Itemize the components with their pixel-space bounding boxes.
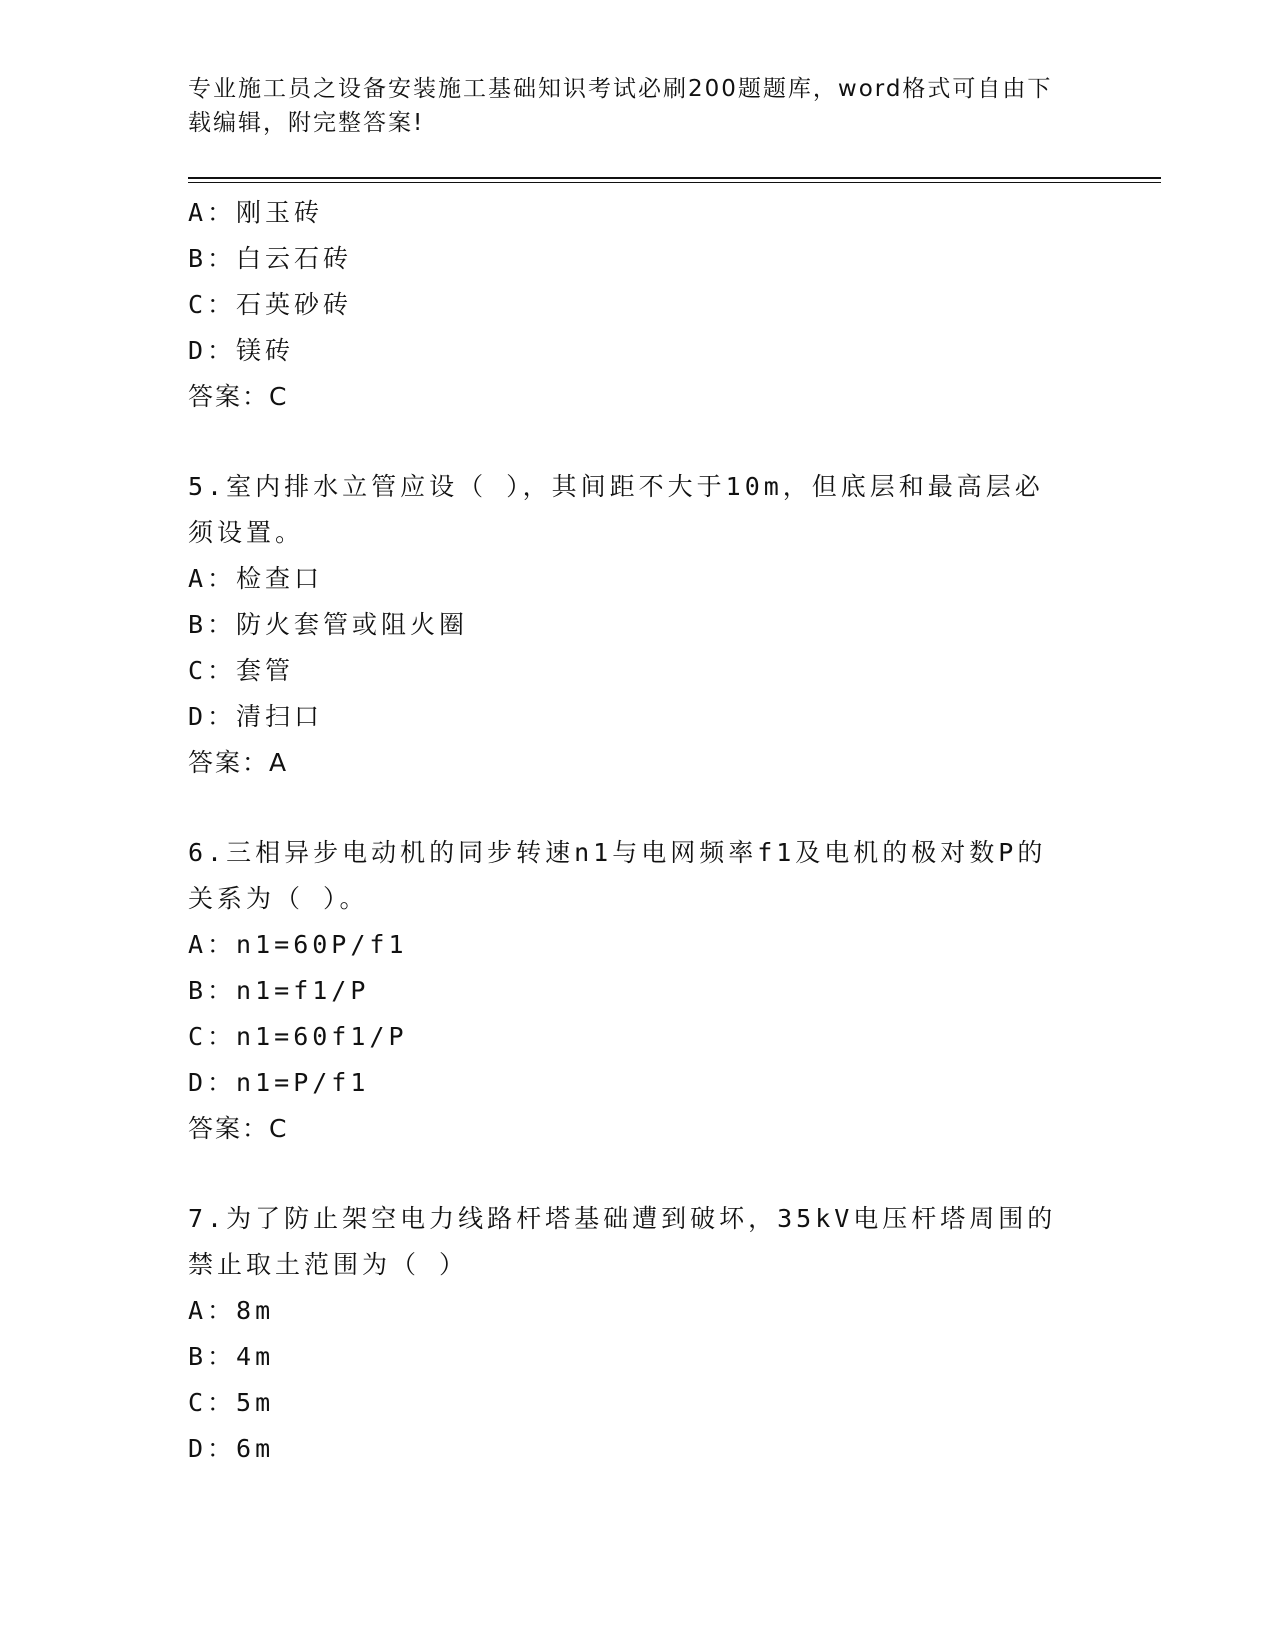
- option-d: D：6m: [188, 1434, 275, 1463]
- option-b: B：白云石砖: [188, 244, 353, 273]
- option-c: C：套管: [188, 656, 295, 685]
- answer-line: 答案：C: [188, 382, 289, 411]
- option-a: A：8m: [188, 1296, 275, 1325]
- question-text: 5.室内排水立管应设（ ），其间距不大于10m，但底层和最高层必须设置。: [188, 472, 1044, 547]
- option-b: B：防火套管或阻火圈: [188, 610, 469, 639]
- question-block: [188, 190, 1088, 420]
- question-block: [188, 1196, 1088, 1472]
- option-a: A：检查口: [188, 564, 324, 593]
- answer-line: 答案：A: [188, 748, 289, 777]
- option-c: C：5m: [188, 1388, 275, 1417]
- option-a: A：n1=60P/f1: [188, 930, 408, 959]
- option-d: D：镁砖: [188, 336, 295, 365]
- header-rule-thick: [188, 177, 1161, 179]
- option-b: B：4m: [188, 1342, 275, 1371]
- option-d: D：清扫口: [188, 702, 324, 731]
- question-text: 7.为了防止架空电力线路杆塔基础遭到破坏，35kV电压杆塔周围的禁止取土范围为（ ）: [188, 1204, 1057, 1279]
- option-c: C：n1=60f1/P: [188, 1022, 408, 1051]
- question-list: [188, 190, 1088, 1472]
- question-text: 6.三相异步电动机的同步转速n1与电网频率f1及电机的极对数P的关系为（ ）。: [188, 838, 1047, 913]
- header-rule-thin: [188, 182, 1161, 183]
- option-d: D：n1=P/f1: [188, 1068, 370, 1097]
- question-block: [188, 464, 1088, 786]
- option-c: C：石英砂砖: [188, 290, 353, 319]
- answer-line: 答案：C: [188, 1114, 289, 1143]
- option-a: A：刚玉砖: [188, 198, 324, 227]
- question-block: [188, 830, 1088, 1152]
- option-b: B：n1=f1/P: [188, 976, 370, 1005]
- document-header: 专业施工员之设备安装施工基础知识考试必刷200题题库，word格式可自由下载编辑，附完整答案!: [188, 76, 1053, 136]
